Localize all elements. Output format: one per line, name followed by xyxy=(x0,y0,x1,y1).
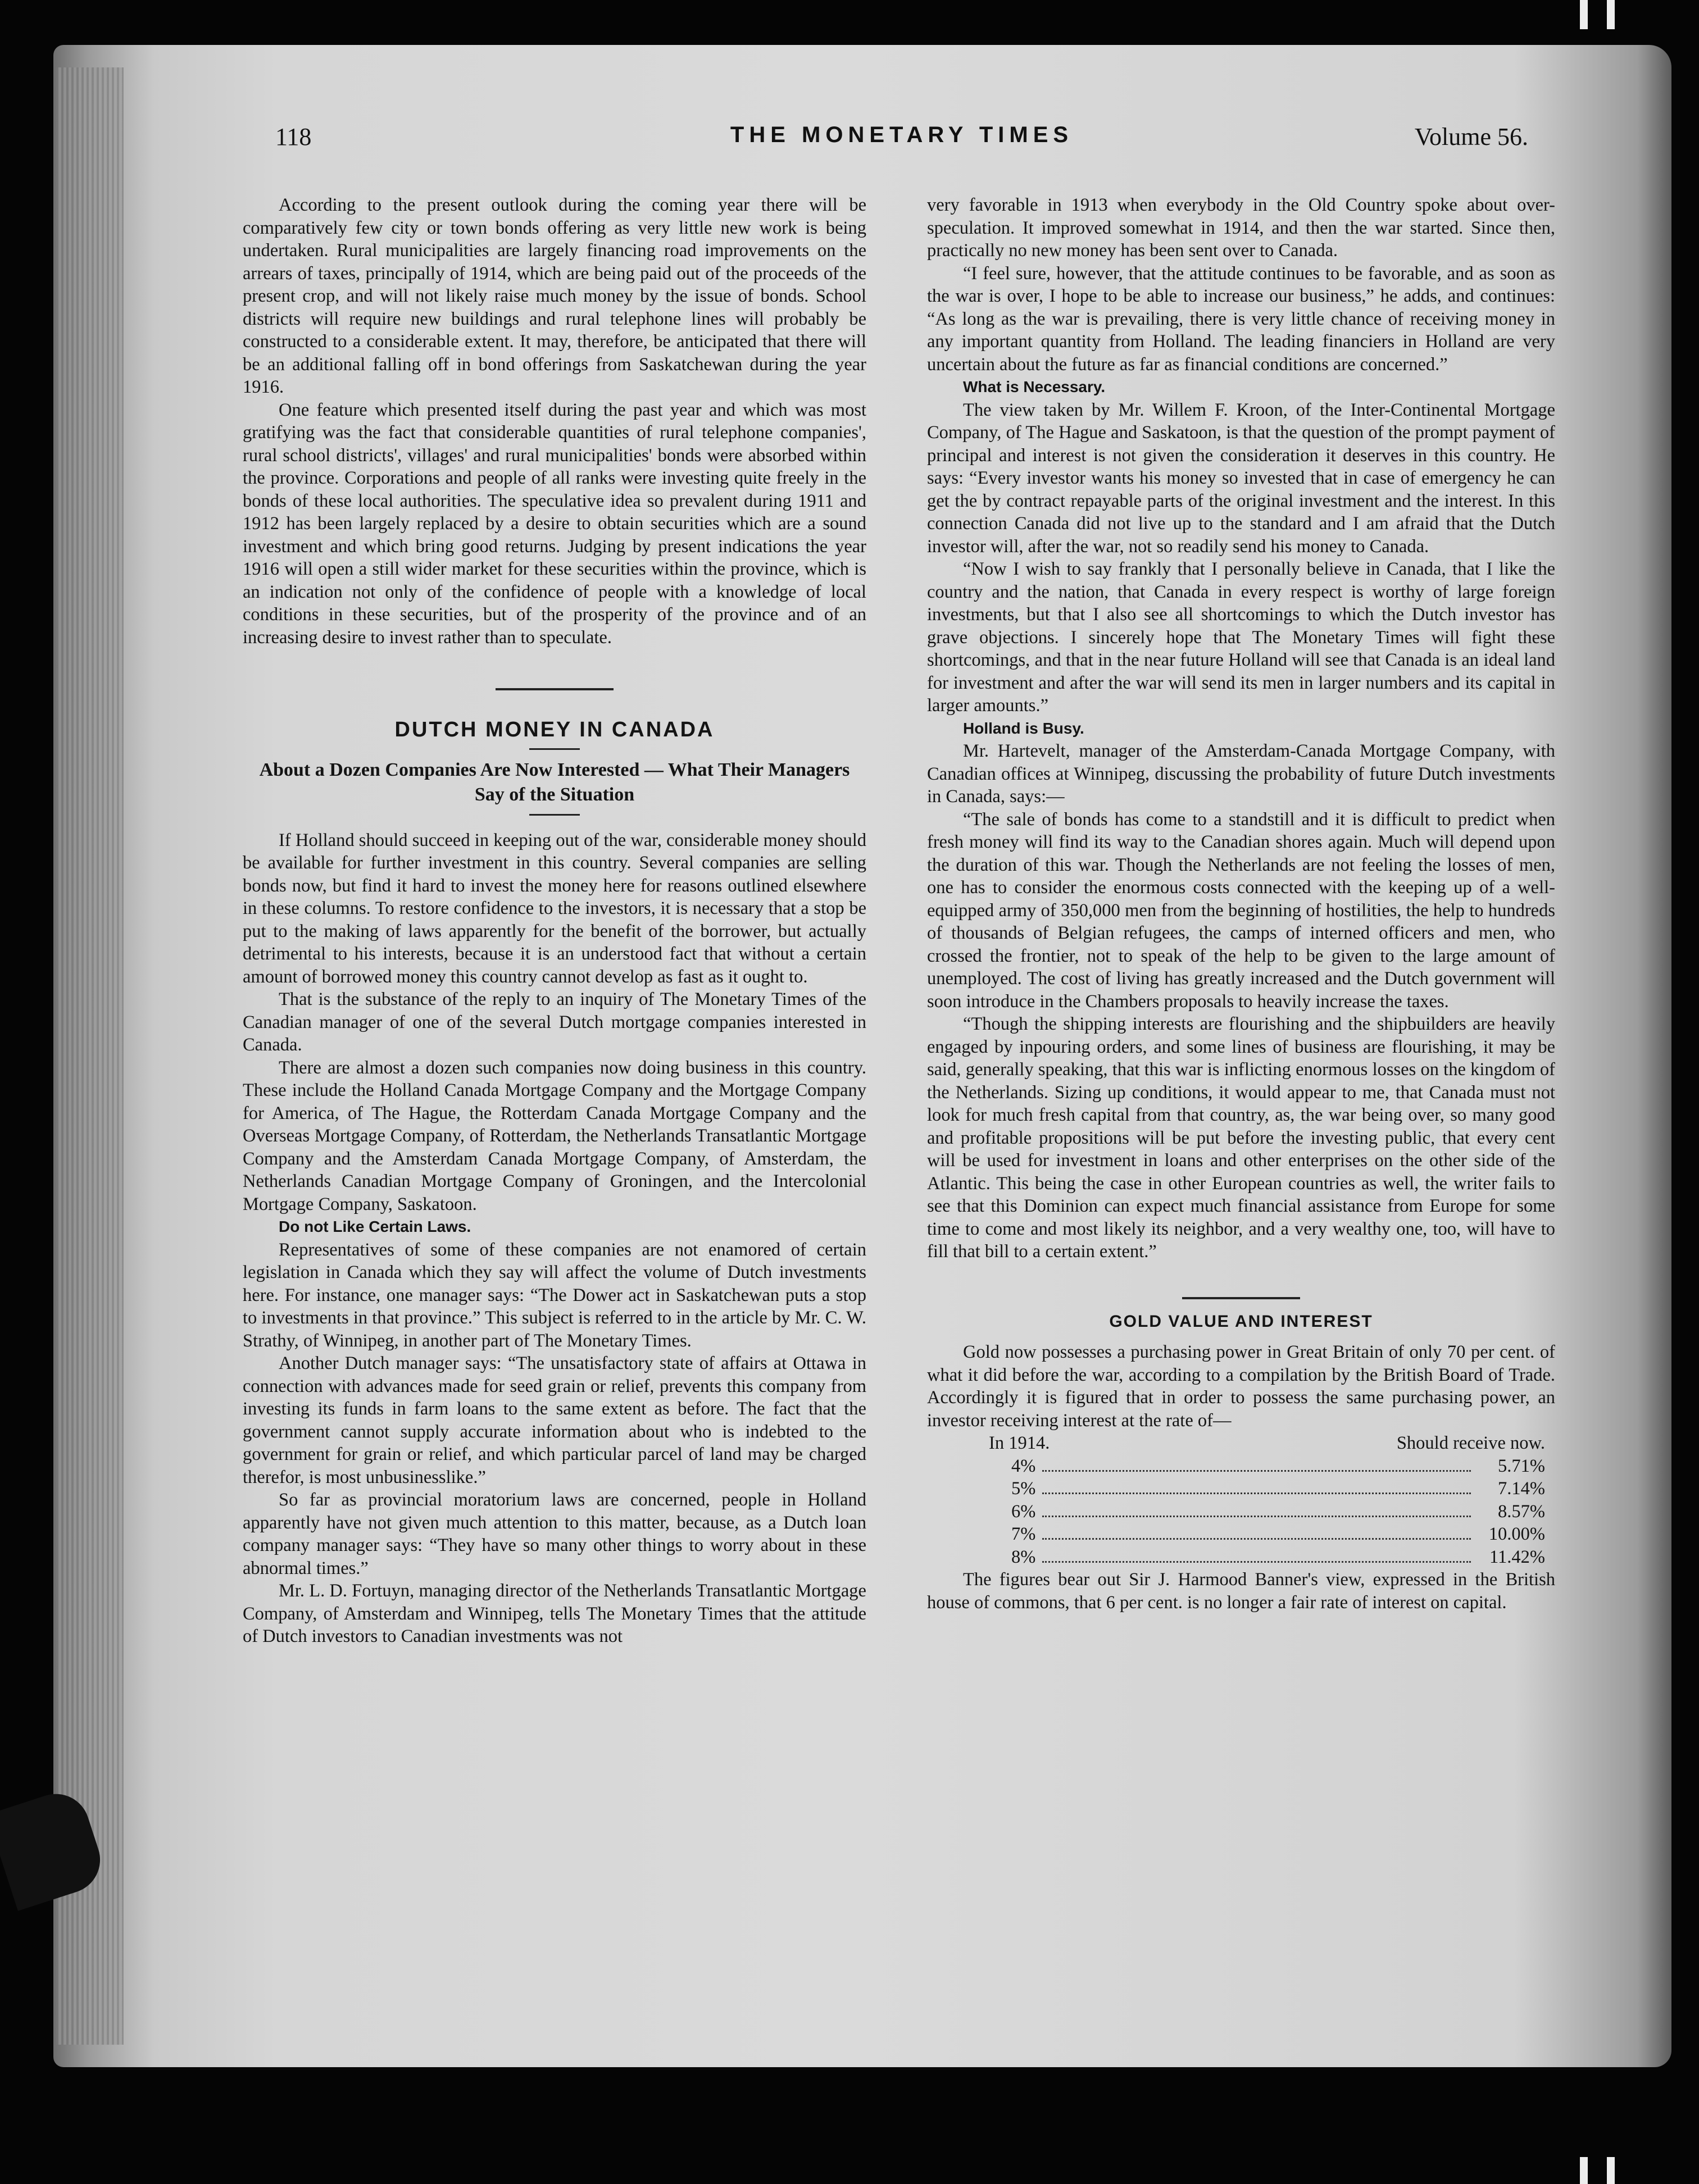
subheading: Do not Like Certain Laws. xyxy=(279,1218,471,1235)
paragraph: Mr. Hartevelt, manager of the Amsterdam-Canada Mortgage Company, with Canadian offices at Winnipeg, discussing the probability of future Dutch investments in Canada, says:— xyxy=(927,741,1555,807)
rate-new: 7.14% xyxy=(1498,1478,1545,1499)
paragraph: So far as provincial moratorium laws are concerned, people in Holland apparently have not given much attention to this matter, because, as a Dutch loan company manager says: “They have so many other things to worry about in these abnormal times.” xyxy=(243,1490,866,1578)
paragraph: Representatives of some of these companies are not enamored of certain legislation in Canada which they say will affect the volume of Dutch investments here. For instance, one manager says: “The Dower act in Saskatchewan puts a stop to investments in that province.” This subject is referred to in the article by Mr. C. W. Strathy, of Winnipeg, in another part of The Monetary Times. xyxy=(243,1239,866,1351)
subheading: What is Necessary. xyxy=(963,378,1106,395)
rate-new: 8.57% xyxy=(1498,1501,1545,1522)
paragraph: “Though the shipping interests are flourishing and the shipbuilders are heavily engaged by inpouring orders, and some lines of business are flourishing, it may be said, generally speaking, that this war is inflicting enormous losses on the kingdom of the Netherlands. Sizing up conditions, it would appear to me, that Canada must not look for much fresh capital from that country, as, the war being over, so many good and profitable propositions will be put before the investing public, that every cent will be used for investment in loans and other enterprises on the other side of the Atlantic. This being the case in other European countries as well, the writer fails to see that this Dominion can expect much financial assistance from Europe for some time to come and most likely its neighbor, and a very wealthy one, too, will have to fill that bill to a certain extent.” xyxy=(927,1014,1555,1262)
paragraph: “Now I wish to say frankly that I personally believe in Canada, that I like the country and the nation, that Canada in every respect is worthy of large foreign investments, but that I also see all shortcomings to which the Dutch investor has grave objections. I sincerely hope that The Monetary Times will fight these shortcomings, and that in the near future Holland will see that Canada is an ideal land for investment and after the war will send its men in larger numbers and its capital in larger amounts.” xyxy=(927,559,1555,716)
left-column xyxy=(243,194,866,1648)
page-edges xyxy=(56,67,124,2045)
paragraph: very favorable in 1913 when everybody in the Old Country spoke about over-speculation. It improved somewhat in 1914, and then the war started. Since then, practically no new money has been sent over to Canada. xyxy=(927,195,1555,261)
film-mark xyxy=(1580,0,1588,29)
volume-label: Volume 56. xyxy=(1414,123,1528,151)
leader-dots xyxy=(1042,1516,1471,1517)
paragraph: Mr. L. D. Fortuyn, managing director of the Netherlands Transatlantic Mortgage Company, of Amsterdam and Winnipeg, tells The Monetary Times that the attitude of Dutch investors to Canadian investments was not xyxy=(243,1581,866,1646)
paragraph: “I feel sure, however, that the attitude continues to be favorable, and as soon as the war is over, I hope to be able to increase our business,” he adds, and continues: “As long as the war is prevailing, there is very little chance of receiving money in any important quantity from Holland. The leading financiers in Holland are very uncertain about the future as far as financial conditions are concerned.” xyxy=(927,263,1555,375)
rate-old: 8% xyxy=(1011,1546,1036,1567)
paragraph: If Holland should succeed in keeping out of the war, considerable money should be available for further investment in this country. Several companies are selling bonds now, but find it hard to invest the money here for reasons outlined elsewhere in these columns. To restore confidence to the investors, it is necessary that a stop be put to the making of laws apparently for the benefit of the borrower, but actually detrimental to his interests, because it is an understood fact that without a certain amount of borrowed money this country cannot develop as fast as it ought to. xyxy=(243,830,866,987)
article-title: DUTCH MONEY IN CANADA xyxy=(394,718,715,741)
rate-new: 5.71% xyxy=(1498,1455,1545,1476)
rate-table-header xyxy=(927,1432,1555,1455)
divider xyxy=(529,748,580,750)
paragraph: That is the substance of the reply to an inquiry of The Monetary Times of the Canadian manager of one of the several Dutch mortgage companies interested in Canada. xyxy=(243,989,866,1055)
divider xyxy=(529,814,580,816)
rate-row xyxy=(927,1546,1555,1569)
rate-old: 4% xyxy=(1011,1455,1036,1476)
rate-row xyxy=(927,1455,1555,1478)
rate-new: 10.00% xyxy=(1488,1524,1545,1544)
leader-dots xyxy=(1042,1470,1471,1472)
leader-dots xyxy=(1042,1561,1471,1563)
film-mark xyxy=(1580,2157,1588,2184)
paragraph: “The sale of bonds has come to a standstill and it is difficult to predict when fresh money will find its way to the Canadian shores again. Much will depend upon the duration of this war. Though the Netherlands are not feeling the losses of men, one has to consider the enormous costs connected with the keeping up of a well-equipped army of 350,000 men from the beginning of hostilities, the help to hundreds of thousands of Belgian refugees, the camps of interned officers and men, who crossed the frontier, not to speak of the help to be given to the large amount of unemployed. The cost of living has greatly increased and the Dutch government will soon introduce in the Chambers proposals to heavily increase the taxes. xyxy=(927,809,1555,1012)
paragraph: The view taken by Mr. Willem F. Kroon, of the Inter-Continental Mortgage Company, of The Hague and Saskatoon, is that the question of the prompt payment of principal and interest is not given the consideration it deserves in this country. He says: “Every investor wants his money so invested that in case of emergency he can get the by contract repayable parts of the original investment and the interest. In this connection Canada did not live up to the standard and I am afraid that the Dutch investor will, after the war, not so readily send his money to Canada. xyxy=(927,399,1555,557)
paragraph: There are almost a dozen such companies now doing business in this country. These include the Holland Canada Mortgage Company and the Mortgage Company for America, of The Hague, the Rotterdam Canada Mortgage Company and the Overseas Mortgage Company, of Rotterdam, the Netherlands Transatlantic Mortgage Company and the Amsterdam Canada Mortgage Company, of Amsterdam, the Netherlands Canadian Mortgage Company of Groningen, and the Intercolonial Mortgage Company, Saskatoon. xyxy=(243,1057,866,1214)
rate-header-right: Should receive now. xyxy=(1396,1433,1545,1453)
paragraph: Gold now possesses a purchasing power in Great Britain of only 70 per cent. of what it did before the war, according to a compilation by the British Board of Trade. Accordingly it is figured that in order to possess the same purchasing power, an investor receiving interest at the rate of— xyxy=(927,1342,1555,1431)
subheading: Holland is Busy. xyxy=(963,719,1084,737)
paragraph: One feature which presented itself during the past year and which was most gratifying was the fact that considerable quantities of rural telephone companies', rural school districts', villages' and rural municipalities' bonds were absorbed within the province. Corporations and people of all ranks were investing quite freely in the bonds of these local authorities. The speculative idea so prevalent during 1911 and 1912 has been largely replaced by a desire to obtain securities which are a sound investment and which bring good returns. Judging by present indications the year 1916 will open a still wider market for these securities within the province, which is an indication not only of the confidence of people with a knowledge of local conditions in these securities, but of the prosperity of the province and of an increasing desire to invest rather than to speculate. xyxy=(243,399,866,648)
rate-row xyxy=(927,1477,1555,1500)
article-title: GOLD VALUE AND INTEREST xyxy=(1109,1312,1373,1331)
rate-new: 11.42% xyxy=(1489,1546,1545,1567)
leader-dots xyxy=(1042,1493,1471,1494)
rate-row xyxy=(927,1500,1555,1523)
right-column xyxy=(927,194,1555,1614)
article-deck: About a Dozen Companies Are Now Interested — What Their Managers Say of the Situation xyxy=(259,759,850,805)
paragraph: According to the present outlook during the coming year there will be comparatively few city or town bonds offering as very little new work is being undertaken. Rural municipalities are largely financing road improvements on the arrears of taxes, principally of 1914, which are being paid out of the proceeds of the present crop, and will not likely raise much money by the issue of bonds. School districts will require new buildings and rural telephone lines will probably be constructed to a considerable extent. It may, therefore, be anticipated that there will be an additional falling off in bond offerings from Saskatchewan during the year 1916. xyxy=(243,195,866,397)
rate-old: 7% xyxy=(1011,1524,1036,1544)
paragraph: Another Dutch manager says: “The unsatisfactory state of affairs at Ottawa in connection with advances made for seed grain or relief, prevents this company from investing its funds in farm loans to the same extent as before. The fact that the government cannot supply accurate information about who is indebted to the government for grain or relief, and which particular parcel of land may be charged therefor, is most unbusinesslike.” xyxy=(243,1353,866,1487)
page-number: 118 xyxy=(275,123,312,151)
paragraph: The figures bear out Sir J. Harmood Banner's view, expressed in the British house of commons, that 6 per cent. is no longer a fair rate of interest on capital. xyxy=(927,1569,1555,1613)
rate-row xyxy=(927,1523,1555,1546)
divider xyxy=(1182,1297,1300,1299)
rate-old: 5% xyxy=(1011,1478,1036,1499)
rate-header-left: In 1914. xyxy=(989,1433,1050,1453)
masthead: THE MONETARY TIMES xyxy=(730,122,1074,147)
film-mark xyxy=(1607,0,1615,29)
page-header xyxy=(275,122,1528,156)
leader-dots xyxy=(1042,1538,1471,1540)
film-mark xyxy=(1607,2157,1615,2184)
rate-old: 6% xyxy=(1011,1501,1036,1522)
divider xyxy=(496,688,614,690)
